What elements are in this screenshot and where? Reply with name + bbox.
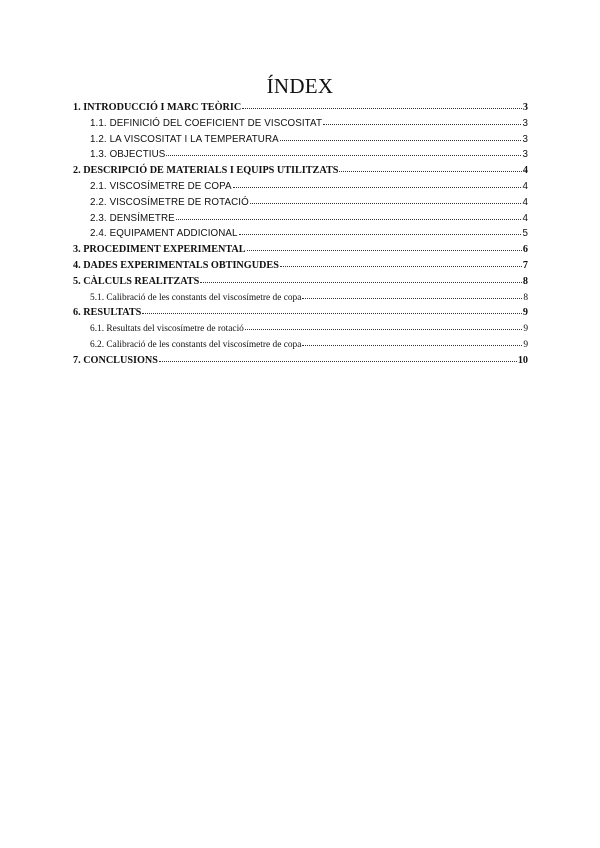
dot-leader (245, 321, 522, 331)
toc-entry-label: 2. DESCRIPCIÓ DE MATERIALS I EQUIPS UTILITZATS (73, 165, 339, 177)
dot-leader (159, 353, 517, 363)
toc-entry-page: 9 (523, 339, 528, 350)
toc-entry[interactable] (73, 147, 528, 163)
toc-entry-label: 1.2. LA VISCOSITAT I LA TEMPERATURA (90, 133, 279, 145)
toc-entry[interactable] (73, 258, 528, 274)
toc-entry-page: 8 (522, 275, 528, 287)
dot-leader (280, 132, 522, 142)
toc-entry-label: 6. RESULTATS (73, 307, 142, 319)
toc-entry[interactable] (73, 116, 528, 132)
dot-leader (233, 179, 522, 189)
dot-leader (339, 163, 522, 173)
dot-leader (323, 116, 521, 126)
toc-entry[interactable] (73, 226, 528, 242)
dot-leader (302, 337, 522, 347)
toc-entry-label: 2.1. VISCOSÍMETRE DE COPA (90, 180, 232, 192)
toc-entry-page: 3 (522, 102, 528, 113)
toc-entry-label: 5.1. Calibració de les constants del viscosímetre de copa (90, 292, 302, 303)
dot-leader (247, 242, 522, 252)
toc-entry-page: 4 (522, 165, 528, 177)
toc-entry-label: 1.3. OBJECTIUS (90, 149, 166, 161)
toc-entry-label: 6.1. Resultats del viscosímetre de rotació (90, 324, 244, 335)
toc-entry[interactable] (73, 211, 528, 227)
toc-entry-label: 5. CÀLCULS REALITZATS (73, 275, 200, 287)
toc-entry-label: 2.2. VISCOSÍMETRE DE ROTACIÓ (90, 196, 249, 208)
toc-entry-page: 9 (523, 324, 528, 335)
toc-entry-page: 10 (517, 354, 528, 366)
toc-entry-page: 4 (522, 196, 528, 208)
toc-entry-label: 1.1. DEFINICIÓ DEL COEFICIENT DE VISCOSITAT (90, 117, 323, 129)
index-title: ÍNDEX (266, 74, 334, 98)
toc-entry[interactable] (73, 163, 528, 179)
toc-entry-label: 1. INTRODUCCIÓ I MARC TEÒRIC (73, 102, 242, 113)
dot-leader (142, 305, 522, 315)
dot-leader (166, 147, 521, 157)
toc-entry-page: 4 (522, 212, 528, 224)
toc-entry[interactable] (73, 290, 528, 306)
toc-entry-label: 3. PROCEDIMENT EXPERIMENTAL (73, 244, 246, 256)
toc-entry-page: 4 (522, 180, 528, 192)
toc-entry-label: 4. DADES EXPERIMENTALS OBTINGUDES (73, 259, 279, 271)
dot-leader (200, 274, 522, 284)
dot-leader (176, 211, 522, 221)
toc-entry[interactable] (73, 100, 528, 116)
toc-entry-label: 7. CONCLUSIONS (73, 354, 158, 366)
toc-entry[interactable] (73, 274, 528, 290)
dot-leader (280, 258, 522, 268)
toc-entry-label: 6.2. Calibració de les constants del viscosímetre de copa (90, 339, 302, 350)
toc-entry-page: 3 (522, 117, 528, 129)
toc-entry-page: 6 (522, 244, 528, 256)
toc-entry-page: 3 (522, 149, 528, 161)
toc-entry-page: 8 (523, 292, 528, 303)
toc-entry-page: 3 (522, 133, 528, 145)
dot-leader (239, 226, 522, 236)
toc-entry[interactable] (73, 242, 528, 258)
toc-entry-page: 9 (522, 307, 528, 319)
toc-entry-label: 2.4. EQUIPAMENT ADDICIONAL (90, 228, 238, 240)
dot-leader (302, 290, 522, 300)
toc-entry[interactable] (73, 195, 528, 211)
dot-leader (250, 195, 522, 205)
toc-entry[interactable] (73, 353, 528, 369)
toc-entry-page: 7 (522, 259, 528, 271)
dot-leader (242, 100, 522, 110)
toc-entry-label: 2.3. DENSÍMETRE (90, 212, 175, 224)
toc-entry-page: 5 (522, 228, 528, 240)
toc-entry[interactable] (73, 321, 528, 337)
toc-entry[interactable] (73, 132, 528, 148)
toc-entry[interactable] (73, 179, 528, 195)
table-of-contents (73, 100, 528, 369)
toc-entry[interactable] (73, 305, 528, 321)
toc-entry[interactable] (73, 337, 528, 353)
